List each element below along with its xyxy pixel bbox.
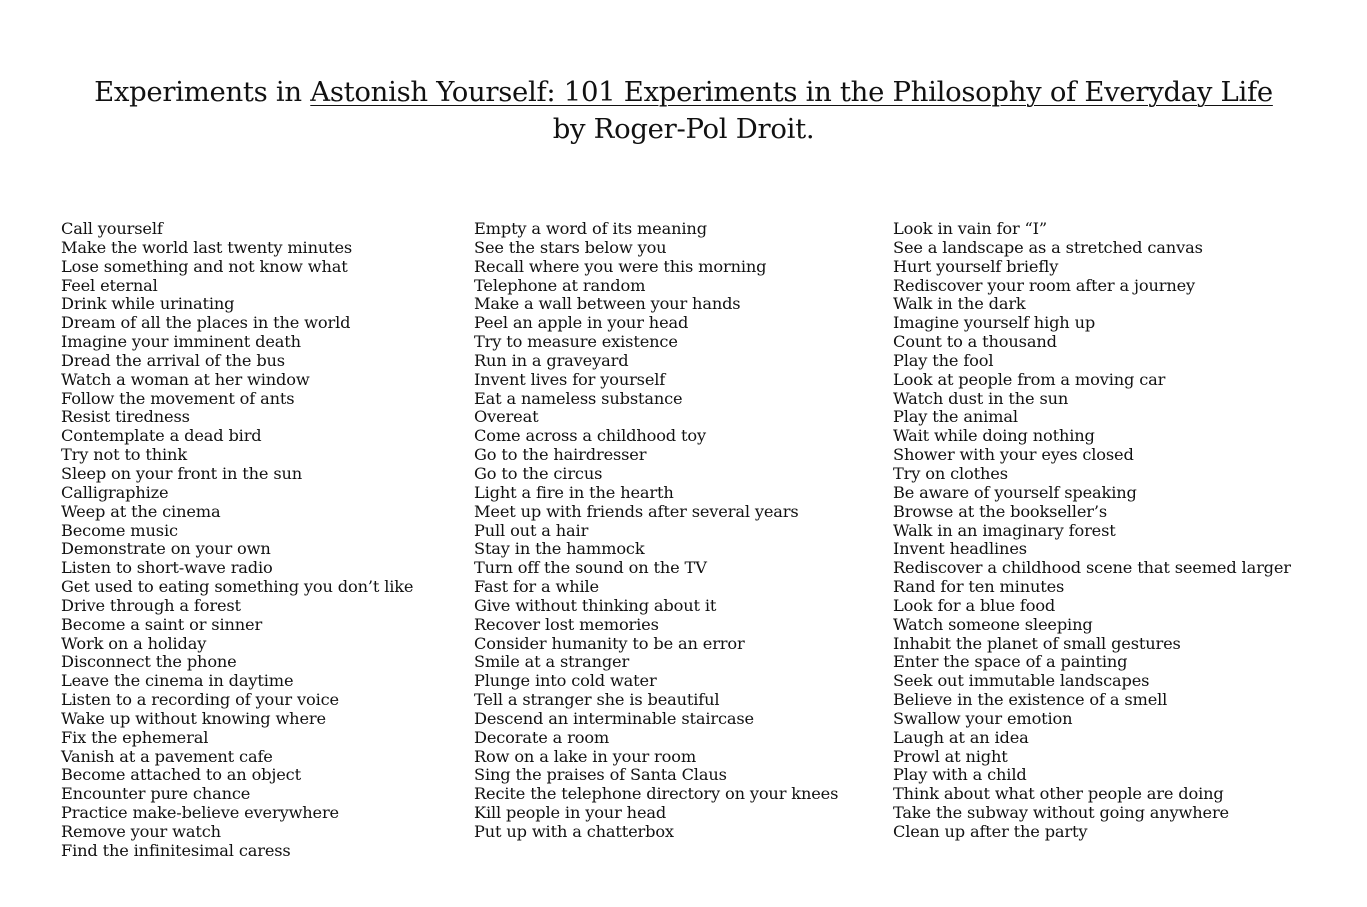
experiment-item: Get used to eating something you don’t like <box>61 577 414 597</box>
experiment-item: Recover lost memories <box>474 614 659 634</box>
experiment-item: Go to the circus <box>474 463 603 483</box>
experiment-item: Leave the cinema in daytime <box>61 671 294 691</box>
experiment-item: Put up with a chatterbox <box>474 822 674 841</box>
experiment-item: Plunge into cold water <box>474 671 657 691</box>
byline: by Roger-Pol Droit. <box>552 113 815 145</box>
experiment-item: Become a saint or sinner <box>61 614 263 634</box>
experiment-item: Descend an interminable staircase <box>474 708 754 728</box>
experiment-item: Inhabit the planet of small gestures <box>893 633 1181 653</box>
experiment-item: Make the world last twenty minutes <box>61 237 353 257</box>
experiment-item: Try on clothes <box>893 463 1008 483</box>
experiment-item: Contemplate a dead bird <box>61 426 262 446</box>
experiment-item: Decorate a room <box>474 727 610 747</box>
experiment-item: Pull out a hair <box>474 520 589 540</box>
experiment-item: See the stars below you <box>474 237 667 257</box>
experiment-item: Try to measure existence <box>474 332 678 352</box>
experiment-item: Demonstrate on your own <box>61 539 271 559</box>
experiment-item: Imagine your imminent death <box>61 332 301 352</box>
experiment-item: Consider humanity to be an error <box>474 633 745 653</box>
experiment-item: Shower with your eyes closed <box>893 445 1134 465</box>
experiment-item: Look at people from a moving car <box>893 369 1166 389</box>
experiment-item: Drive through a forest <box>61 595 241 615</box>
experiment-item: Light a fire in the hearth <box>474 482 674 502</box>
experiment-item: Rediscover your room after a journey <box>893 275 1196 295</box>
experiment-item: Watch a woman at her window <box>61 369 310 389</box>
experiment-item: Eat a nameless substance <box>474 388 683 408</box>
experiment-item: Wait while doing nothing <box>893 426 1095 446</box>
experiment-item: Fast for a while <box>474 577 599 597</box>
experiment-item: Watch dust in the sun <box>893 388 1069 408</box>
experiment-item: Play the fool <box>893 350 994 370</box>
experiment-item: Work on a holiday <box>61 633 207 653</box>
experiment-item: Walk in an imaginary forest <box>893 520 1116 540</box>
experiment-item: Seek out immutable landscapes <box>893 671 1150 691</box>
experiment-item: Become music <box>61 520 178 540</box>
experiment-item: Row on a lake in your room <box>474 746 697 766</box>
experiment-item: Tell a stranger she is beautiful <box>474 690 720 710</box>
experiment-item: Dread the arrival of the bus <box>61 350 285 370</box>
experiment-item: Peel an apple in your head <box>474 313 689 333</box>
experiment-item: Browse at the bookseller’s <box>893 501 1107 521</box>
experiment-item: Rand for ten minutes <box>893 577 1065 597</box>
experiment-item: Find the infinitesimal caress <box>61 840 291 860</box>
experiment-item: Try not to think <box>61 445 187 465</box>
experiment-item: Stay in the hammock <box>474 539 645 559</box>
title-prefix: Experiments in <box>94 76 302 108</box>
experiment-item: Listen to short-wave radio <box>61 558 273 578</box>
experiment-item: Feel eternal <box>61 275 158 295</box>
experiment-item: Clean up after the party <box>893 822 1088 841</box>
experiment-item: Fix the ephemeral <box>61 727 209 747</box>
experiment-item: Smile at a stranger <box>474 652 630 672</box>
experiment-item: Rediscover a childhood scene that seemed larger <box>893 558 1291 578</box>
experiment-item: Play the animal <box>893 407 1018 427</box>
experiments-list <box>0 220 1367 880</box>
experiment-item: Make a wall between your hands <box>474 294 741 314</box>
experiment-item: Drink while urinating <box>61 294 235 314</box>
experiment-item: Practice make-believe everywhere <box>61 803 339 823</box>
title-line <box>0 74 1367 111</box>
experiment-item: Come across a childhood toy <box>474 426 706 446</box>
experiment-item: Sing the praises of Santa Claus <box>474 765 727 785</box>
experiment-item: Go to the hairdresser <box>474 445 647 465</box>
experiment-item: Invent headlines <box>893 539 1027 559</box>
experiment-item: Look in vain for “I” <box>893 219 1048 238</box>
experiment-item: Think about what other people are doing <box>893 784 1224 804</box>
experiment-item: See a landscape as a stretched canvas <box>893 237 1203 257</box>
experiment-item: Invent lives for yourself <box>474 369 666 389</box>
experiment-item: Prowl at night <box>893 746 1008 766</box>
experiment-item: Weep at the cinema <box>61 501 221 521</box>
experiment-item: Give without thinking about it <box>474 595 717 615</box>
experiment-item: Turn off the sound on the TV <box>474 558 707 578</box>
experiment-item: Vanish at a pavement cafe <box>61 746 273 766</box>
page-title <box>0 74 1367 148</box>
experiment-item: Calligraphize <box>61 482 169 502</box>
experiment-item: Encounter pure chance <box>61 784 251 804</box>
experiment-item: Wake up without knowing where <box>61 708 326 728</box>
experiment-item: Overeat <box>474 407 539 427</box>
experiment-item: Laugh at an idea <box>893 727 1029 747</box>
experiment-item: Play with a child <box>893 765 1027 785</box>
experiment-item: Kill people in your head <box>474 803 667 823</box>
experiment-item: Remove your watch <box>61 822 221 841</box>
column-1 <box>61 220 413 861</box>
experiment-item: Listen to a recording of your voice <box>61 690 339 710</box>
experiment-item: Be aware of yourself speaking <box>893 482 1137 502</box>
experiment-item: Resist tiredness <box>61 407 190 427</box>
experiment-item: Dream of all the places in the world <box>61 313 351 333</box>
experiment-item: Swallow your emotion <box>893 708 1073 728</box>
experiment-item: Believe in the existence of a smell <box>893 690 1168 710</box>
experiment-item: Sleep on your front in the sun <box>61 463 303 483</box>
book-title: Astonish Yourself: 101 Experiments in the Philosophy of Everyday Life <box>310 76 1273 108</box>
experiment-item: Run in a graveyard <box>474 350 629 370</box>
experiment-item: Recall where you were this morning <box>474 256 767 276</box>
experiment-item: Imagine yourself high up <box>893 313 1096 333</box>
experiment-item: Disconnect the phone <box>61 652 237 672</box>
experiment-item: Watch someone sleeping <box>893 614 1093 634</box>
experiment-item: Look for a blue food <box>893 595 1056 615</box>
experiment-item: Hurt yourself briefly <box>893 256 1059 276</box>
column-2 <box>474 220 838 842</box>
experiment-item: Recite the telephone directory on your knees <box>474 784 839 804</box>
experiment-item: Become attached to an object <box>61 765 301 785</box>
experiment-item: Telephone at random <box>474 275 646 295</box>
experiment-item: Lose something and not know what <box>61 256 348 276</box>
column-3 <box>893 220 1291 842</box>
experiment-item: Empty a word of its meaning <box>474 219 707 238</box>
experiment-item: Take the subway without going anywhere <box>893 803 1229 823</box>
experiment-item: Meet up with friends after several years <box>474 501 799 521</box>
experiment-item: Follow the movement of ants <box>61 388 295 408</box>
experiment-item: Call yourself <box>61 219 163 238</box>
experiment-item: Count to a thousand <box>893 332 1057 352</box>
experiment-item: Enter the space of a painting <box>893 652 1128 672</box>
experiment-item: Walk in the dark <box>893 294 1026 314</box>
